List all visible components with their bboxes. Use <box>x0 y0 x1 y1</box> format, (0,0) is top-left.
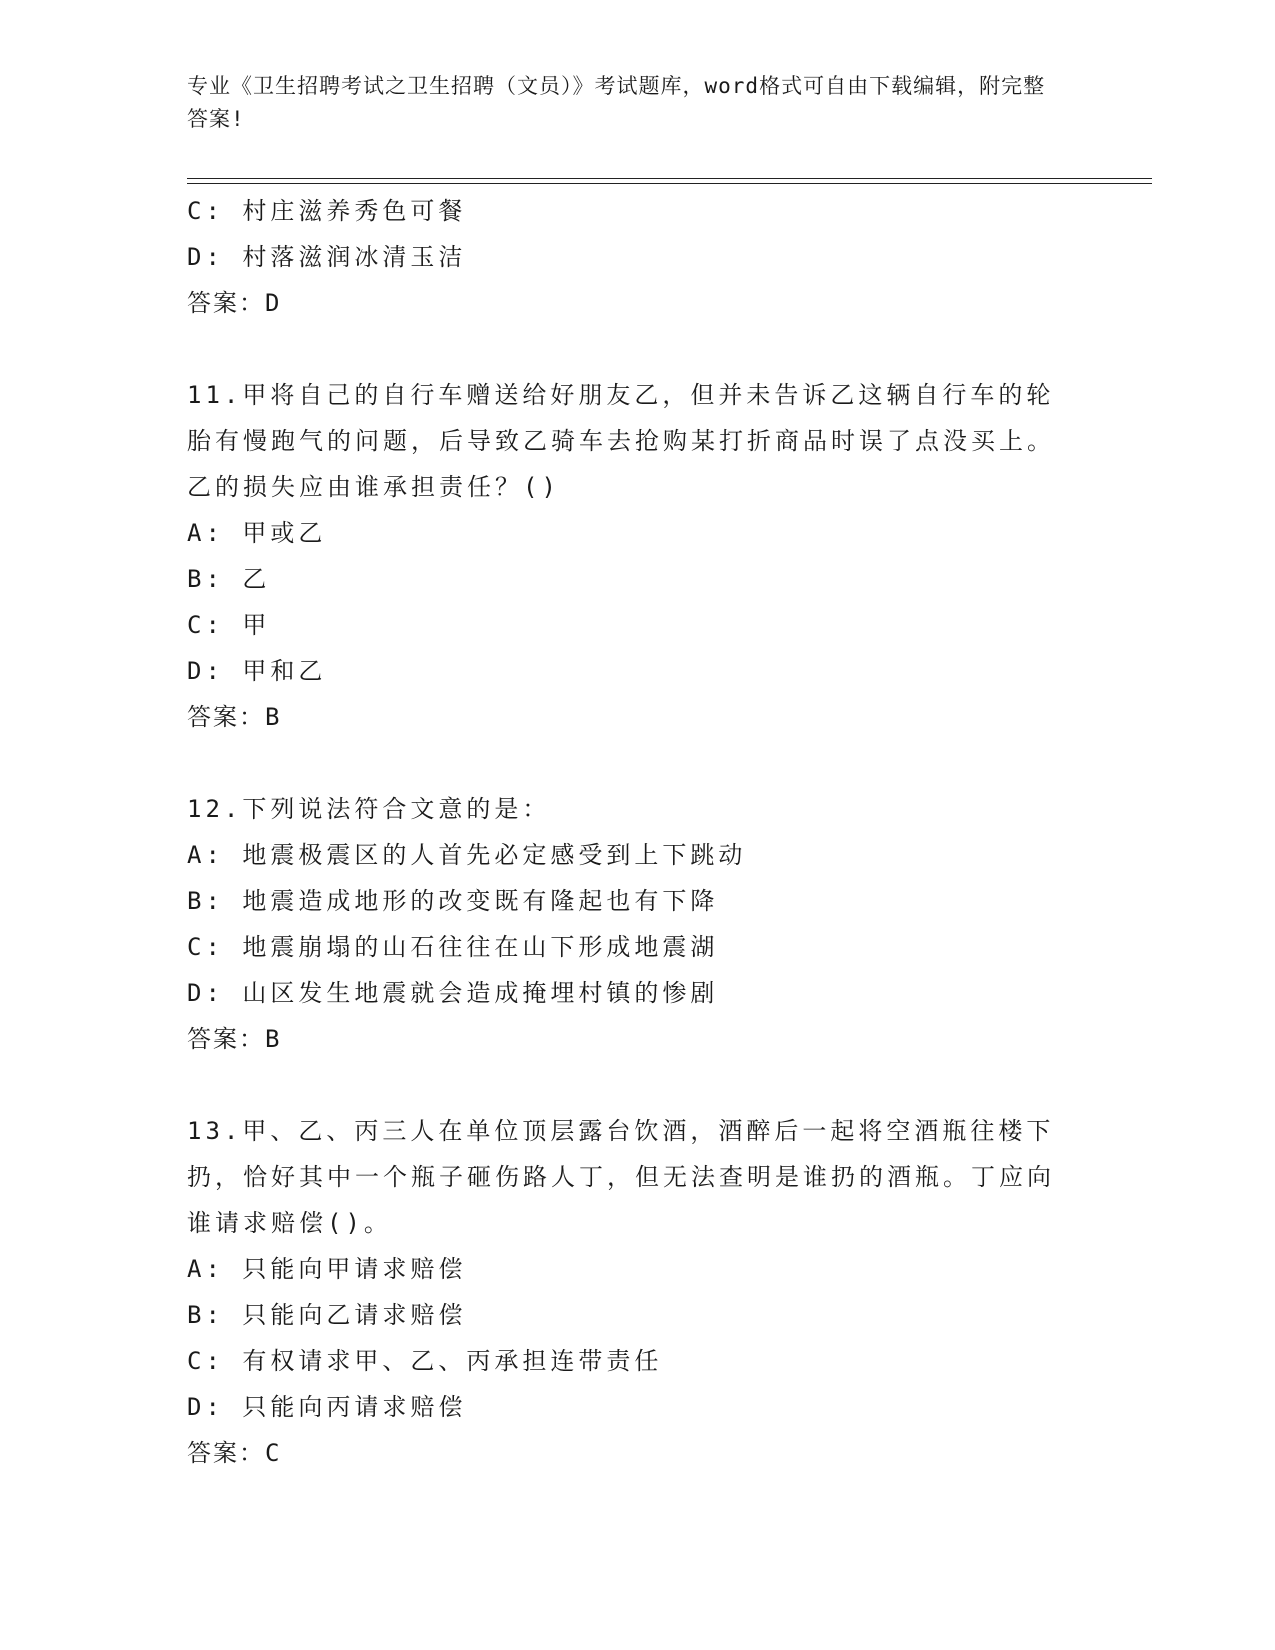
question-stem: 11.甲将自己的自行车赠送给好朋友乙，但并未告诉乙这辆自行车的轮胎有慢跑气的问题，后导致乙骑车去抢购某打折商品时误了点没买上。乙的损失应由谁承担责任？() <box>187 381 1055 501</box>
option-c: C: 地震崩塌的山石往往在山下形成地震湖 <box>187 933 719 961</box>
answer-line: 答案：B <box>187 1025 282 1053</box>
option-a: A: 甲或乙 <box>187 519 327 547</box>
answer-line: 答案：C <box>187 1439 282 1467</box>
option-d: D: 山区发生地震就会造成掩埋村镇的惨剧 <box>187 979 719 1007</box>
option-d: D: 甲和乙 <box>187 657 327 685</box>
option-b: B: 地震造成地形的改变既有隆起也有下降 <box>187 887 719 915</box>
question-stem: 13.甲、乙、丙三人在单位顶层露台饮酒，酒醉后一起将空酒瓶往楼下扔，恰好其中一个瓶子砸伤路人丁，但无法查明是谁扔的酒瓶。丁应向谁请求赔偿()。 <box>187 1117 1055 1237</box>
question-11 <box>187 372 1087 740</box>
answer-line: 答案：B <box>187 703 282 731</box>
option-c: C: 甲 <box>187 611 271 639</box>
question-stem: 12.下列说法符合文意的是： <box>187 795 551 823</box>
option-b: B: 只能向乙请求赔偿 <box>187 1301 467 1329</box>
option-c: C: 有权请求甲、乙、丙承担连带责任 <box>187 1347 663 1375</box>
question-12 <box>187 786 1087 1062</box>
question-13 <box>187 1108 1087 1476</box>
option-d: D: 只能向丙请求赔偿 <box>187 1393 467 1421</box>
option-d: D: 村落滋润冰清玉洁 <box>187 243 467 271</box>
document-header: 专业《卫生招聘考试之卫生招聘（文员）》考试题库，word格式可自由下载编辑，附完整答案! <box>187 74 1046 131</box>
option-b: B: 乙 <box>187 565 271 593</box>
answer-line: 答案：D <box>187 289 282 317</box>
option-a: A: 只能向甲请求赔偿 <box>187 1255 467 1283</box>
document-body <box>187 188 1087 1476</box>
header-divider-bottom <box>187 183 1152 184</box>
header-divider-top <box>187 178 1152 179</box>
option-a: A: 地震极震区的人首先必定感受到上下跳动 <box>187 841 747 869</box>
option-c: C: 村庄滋养秀色可餐 <box>187 197 467 225</box>
carryover-question <box>187 188 1087 326</box>
